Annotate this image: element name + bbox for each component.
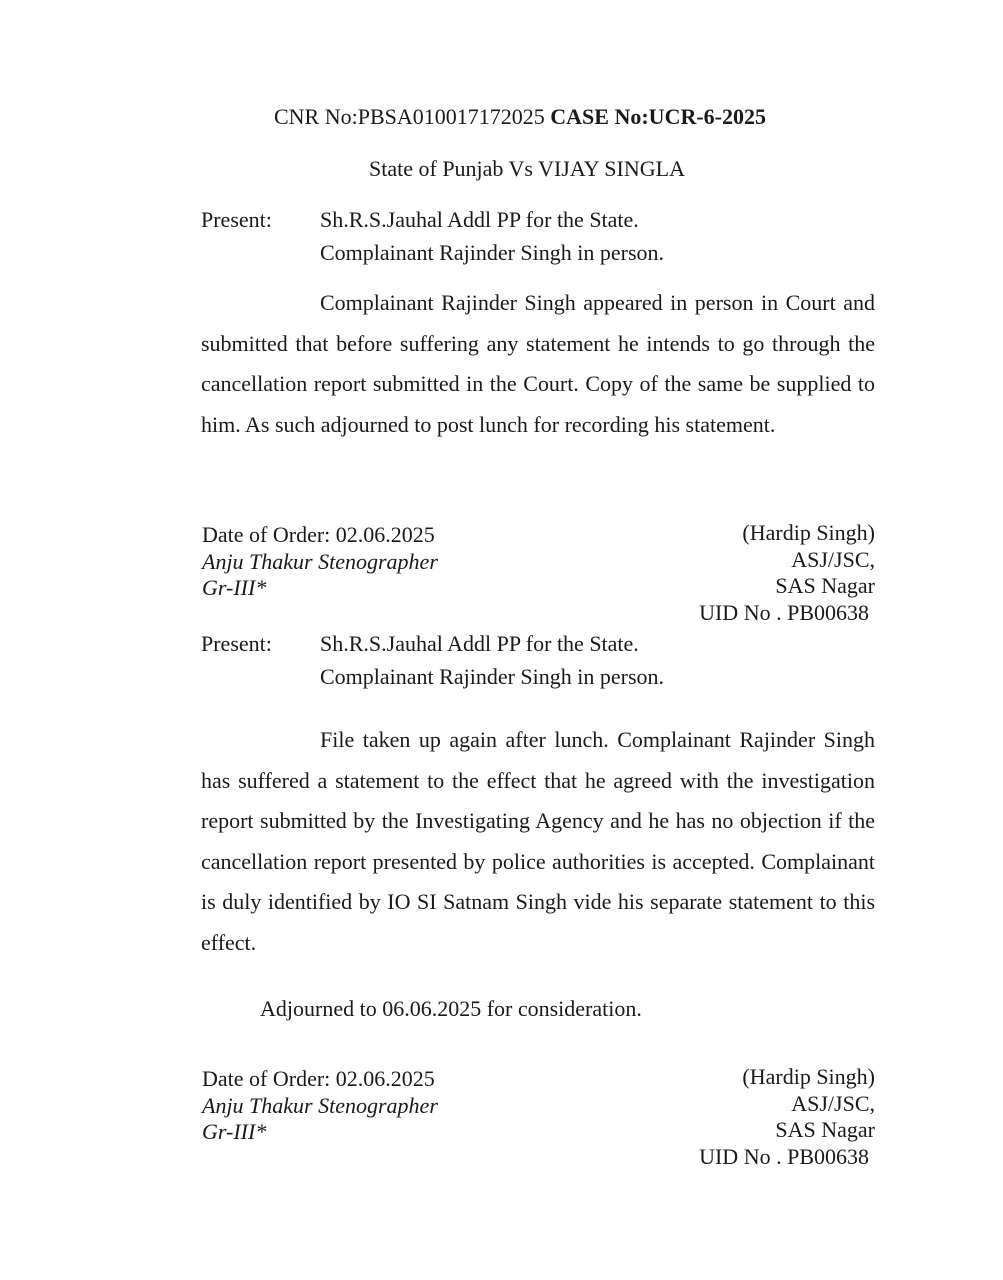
judge-name: (Hardip Singh): [742, 1064, 875, 1089]
order-footer-left: [202, 522, 438, 602]
case-number: CASE No:UCR-6-2025: [550, 104, 766, 129]
judge-place: SAS Nagar: [775, 1117, 875, 1142]
present-label: Present:: [201, 207, 272, 232]
judge-designation: ASJ/JSC,: [791, 1090, 875, 1116]
stenographer: Anju Thakur Stenographer: [202, 548, 438, 574]
date-of-order: Date of Order: 02.06.2025: [202, 1066, 435, 1091]
judge-signature: [699, 1064, 875, 1170]
cnr-number: CNR No:PBSA010017172025: [274, 104, 545, 129]
order-body: [201, 720, 875, 963]
order-body-text: Complainant Rajinder Singh appeared in person in Court and submitted that before suffering any statement he intends to go through the cancellation report submitted in the Court. Copy of the same be supplied to him. As such adjourned to post lunch for recording his statement.: [201, 290, 875, 437]
stenographer-grade: Gr-III*: [202, 1119, 267, 1144]
judge-place: SAS Nagar: [775, 573, 875, 598]
judge-uid: UID No . PB00638: [699, 1143, 869, 1169]
case-title: State of Punjab Vs VIJAY SINGLA: [369, 156, 685, 181]
present-line: Sh.R.S.Jauhal Addl PP for the State.: [320, 631, 639, 656]
date-of-order: Date of Order: 02.06.2025: [202, 522, 435, 547]
judge-name: (Hardip Singh): [742, 520, 875, 545]
judge-designation: ASJ/JSC,: [791, 546, 875, 572]
adjournment-note: Adjourned to 06.06.2025 for consideration.: [260, 996, 642, 1021]
present-line: Sh.R.S.Jauhal Addl PP for the State.: [320, 207, 639, 232]
order-body: [201, 283, 875, 445]
order-footer-left: [202, 1066, 438, 1146]
present-line: Complainant Rajinder Singh in person.: [320, 664, 665, 689]
order-body-text: File taken up again after lunch. Complainant Rajinder Singh has suffered a statement to the effect that he agreed with the investigation report submitted by the Investigating Agency and he has no objection if the cancellation report presented by police authorities is accepted. Complainant is duly identified by IO SI Satnam Singh vide his separate statement to this effect.: [201, 727, 875, 955]
present-line: Complainant Rajinder Singh in person.: [320, 240, 665, 265]
present-label: Present:: [201, 631, 272, 656]
stenographer-grade: Gr-III*: [202, 575, 267, 600]
stenographer: Anju Thakur Stenographer: [202, 1092, 438, 1118]
case-header: [274, 104, 766, 130]
judge-signature: [699, 520, 875, 626]
judge-uid: UID No . PB00638: [699, 599, 869, 625]
